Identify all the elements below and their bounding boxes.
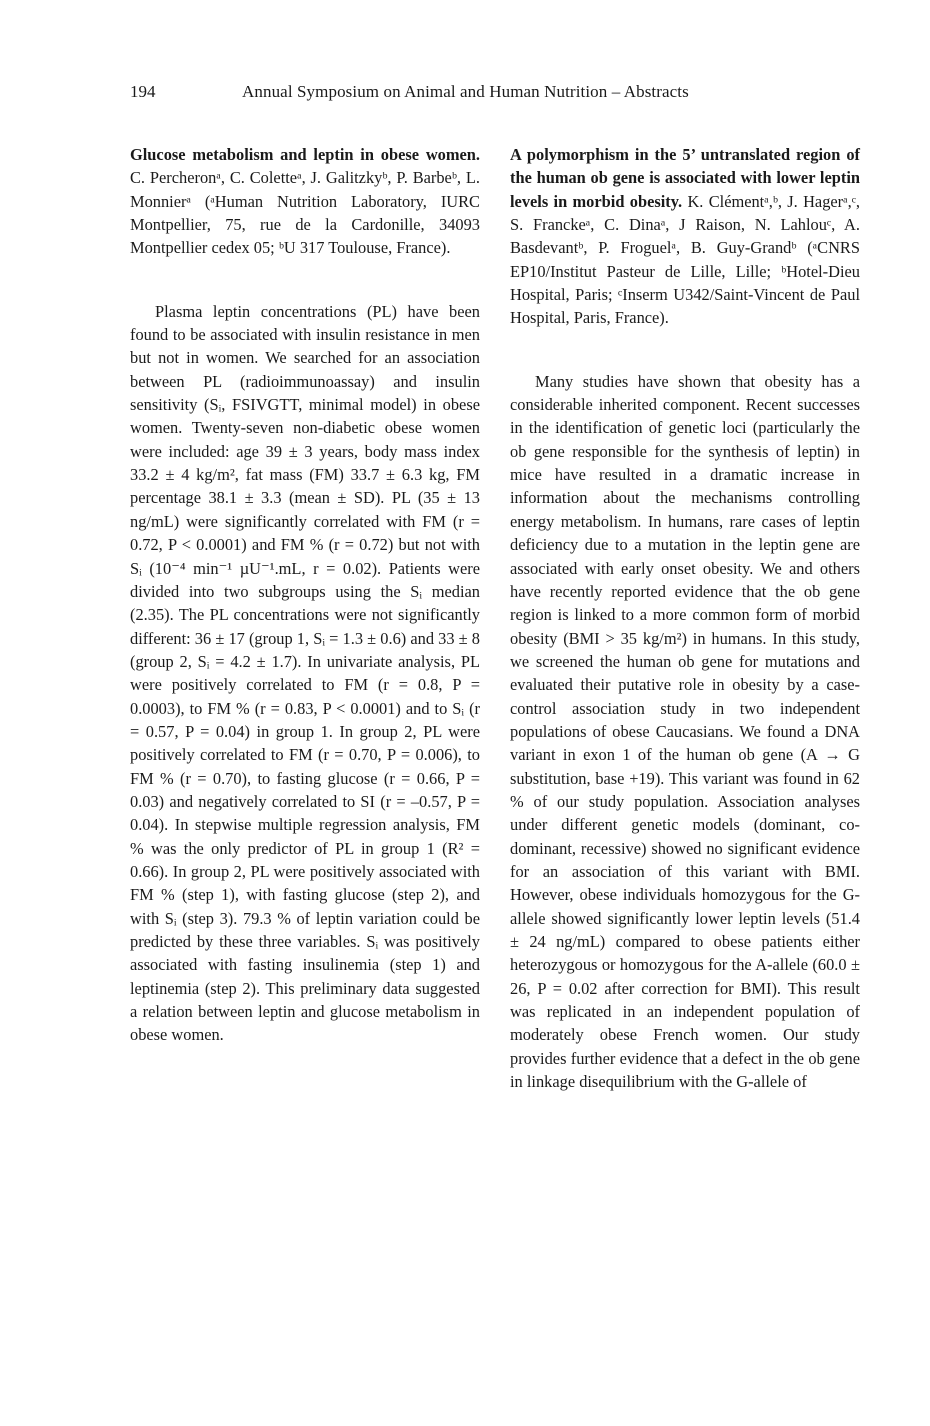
page-header [130, 82, 810, 110]
abstract-authors: C. Percheronᵃ, C. Coletteᵃ, J. Galitzkyᵇ, P. Barbeᵇ, L. Monnierᵃ (ᵃHuman Nutrition Laboratory, IURC Montpellier, 75, rue de la Cardonille, 34093 Montpellier cedex 05; ᵇU 317 Toulouse, France). [130, 168, 480, 258]
abstract-column-right [510, 143, 860, 1093]
abstract-body: Plasma leptin concentrations (PL) have been found to be associated with insulin resistance in men but not in women. We searched for an association between PL (radioimmunoassay) and insulin sensitivity (Sᵢ, FSIVGTT, minimal model) in obese women. Twenty-seven non-diabetic obese women were included: age 39 ± 3 years, body mass index 33.2 ± 4 kg/m², fat mass (FM) 33.7 ± 6.3 kg, FM percentage 38.1 ± 3.3 (mean ± SD). PL (35 ± 13 ng/mL) were significantly correlated with FM (r = 0.72, P < 0.0001) and FM % (r = 0.72) but not with Sᵢ (10⁻⁴ min⁻¹ µU⁻¹.mL, r = 0.02). Patients were divided into two subgroups using the Sᵢ median (2.35). The PL concentrations were not significantly different: 36 ± 17 (group 1, Sᵢ = 1.3 ± 0.6) and 33 ± 8 (group 2, Sᵢ = 4.2 ± 1.7). In univariate analysis, PL were positively correlated to FM (r = 0.8, P = 0.0003), to FM % (r = 0.83, P < 0.0001) and to Sᵢ (r = 0.57, P = 0.04) in group 1. In group 2, PL were positively correlated to FM (r = 0.70, P = 0.006), to FM % (r = 0.70), to fasting glucose (r = 0.66, P = 0.03) and negatively correlated to SI (r = –0.57, P = 0.04). In stepwise multiple regression analysis, FM % was the only predictor of PL in group 1 (R² = 0.66). In group 2, PL were positively associated with FM % (step 1), with fasting glucose (step 2), and with Sᵢ (step 3). 79.3 % of leptin variation could be predicted by these three variables. Sᵢ was positively associated with fasting insulinemia (step 1) and leptinemia (step 2). This preliminary data suggested a relation between leptin and glucose metabolism in obese women. [130, 301, 480, 1045]
running-title: Annual Symposium on Animal and Human Nutrition – Abstracts [242, 82, 689, 101]
abstract-column-left [130, 143, 480, 1047]
abstract-heading [130, 143, 480, 260]
abstract-body: Many studies have shown that obesity has a considerable inherited component. Recent successes in the identification of genetic loci (particularly the ob gene responsible for the synthesis of leptin) in mice have resulted in a dramatic increase in information about the mechanisms controlling energy metabolism. In humans, rare cases of leptin deficiency due to a mutation in the leptin gene are associated with early onset obesity. We and others have recently reported evidence that the ob gene region is linked to a more common form of morbid obesity (BMI > 35 kg/m²) in humans. In this study, we screened the human ob gene for mutations and evaluated their putative role in obesity by a case-control association study in two independent populations of obese Caucasians. We found a DNA variant in exon 1 of the human ob gene (A → G substitution, base +19). This variant was found in 62 % of our study population. Association analyses under different genetic models (dominant, co-dominant, recessive) showed no significant evidence for an association of this variant with BMI. However, obese individuals homozygous for the G-allele showed significantly lower leptin levels (51.4 ± 24 ng/mL) compared to obese patients either heterozygous or homozygous for the A-allele (60.0 ± 26, P = 0.02 after correction for BMI). This result was replicated in an independent population of moderately obese French women. Our study provides further evidence that a defect in the ob gene in linkage disequilibrium with the G-allele of [510, 371, 860, 1092]
abstract-authors: K. Clémentᵃ,ᵇ, J. Hagerᵃ,ᶜ, S. Franckeᵃ, C. Dinaᵃ, J Raison, N. Lahlouᶜ, A. Basdevantᵇ, P. Froguelᵃ, B. Guy-Grandᵇ (ᵃCNRS EP10/Institut Pasteur de Lille, Lille; ᵇHotel-Dieu Hospital, Paris; ᶜInserm U342/Saint-Vincent de Paul Hospital, Paris, France). [510, 191, 861, 328]
abstract-title: Glucose metabolism and leptin in obese women. [130, 145, 480, 164]
abstract-heading [510, 143, 860, 330]
page-number: 194 [130, 82, 156, 101]
abstract-title: A polymorphism in the 5’ untranslated region of the human ob gene is associated with lower leptin levels in morbid obesity. [510, 145, 860, 211]
